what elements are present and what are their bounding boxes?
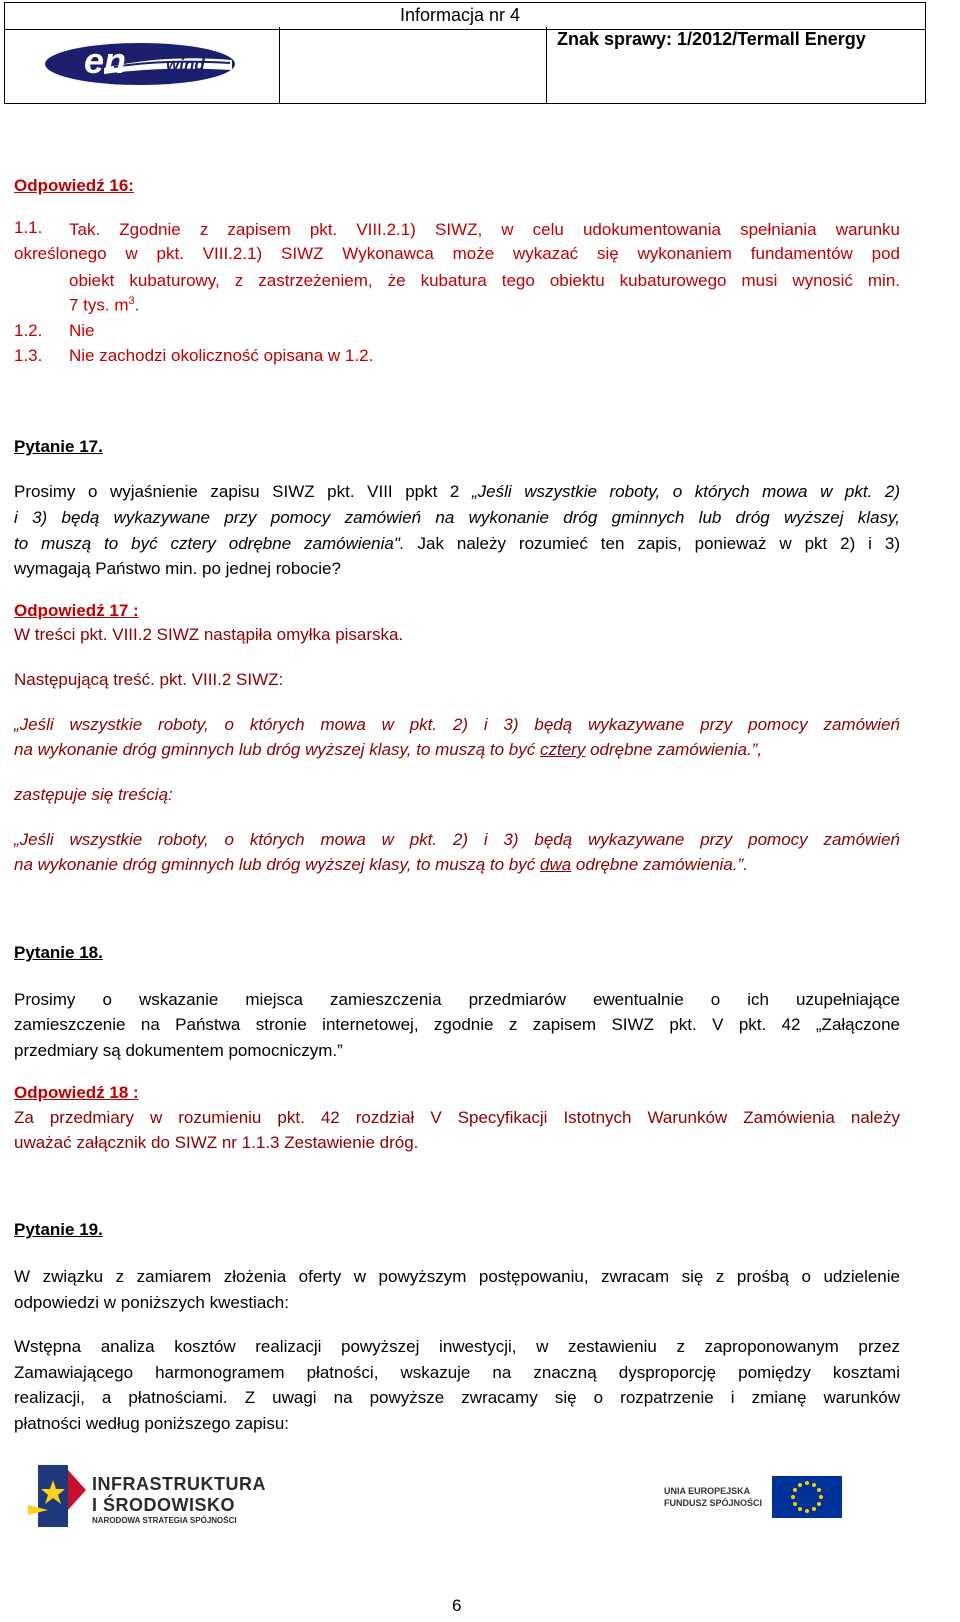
answer-16-item-1-line: określonego w pkt. VIII.2.1) SIWZ Wykonawca może wykazać się wykonaniem fundamentów pod [14,244,900,263]
svg-text:en: en [84,40,127,81]
answer-17-quote: „Jeśli wszystkie roboty, o których mowa w pkt. 2) i 3) będą wykazywane przy pomocy zamówień [14,715,900,734]
eu-line-2: FUNDUSZ SPÓJNOŚCI [664,1498,763,1508]
nss-emblem-icon [28,1460,88,1532]
header-column-divider [546,27,547,103]
header-column-divider [279,27,280,103]
question-19-line: realizacji, a płatnościami. Z uwagi na powyższe zwracamy się o rozpatrzenie i zmianę warunków [14,1388,900,1407]
question-19-line: płatności według poniższego zapisu: [14,1414,290,1433]
answer-18-text: uważać załącznik do SIWZ nr 1.1.3 Zestawienie dróg. [14,1133,419,1152]
answer-17-text: Następującą treść. pkt. VIII.2 SIWZ: [14,670,284,689]
question-17-heading: Pytanie 17. [14,437,103,456]
question-18-line: zamieszczenie na Państwa stronie internetowej, zgodnie z zapisem SIWZ pkt. V pkt. 42 „Załączone [14,1015,900,1034]
is-line-1: INFRASTRUKTURA [92,1474,266,1494]
list-number: 1.1. [14,218,43,237]
answer-16-item-1-last-line: 7 tys. $m^3$. [69,295,140,315]
answer-17-quote: na wykonanie dróg gminnych lub dróg wyższej klasy, to muszą to być dwa odrębne zamówienia.”. [14,855,748,874]
question-18-line: przedmiary są dokumentem pomocniczym.” [14,1041,343,1060]
answer-17-text: zastępuje się treścią: [14,785,173,804]
answer-17-text: W treści pkt. VIII.2 SIWZ nastąpiła omyłka pisarska. [14,625,404,644]
is-line-3: NARODOWA STRATEGIA SPÓJNOŚCI [92,1516,237,1525]
question-19-line: odpowiedzi w poniższych kwestiach: [14,1293,289,1312]
question-19-line: Zamawiającego harmonogramem płatności, wskazuje na znaczną dysproporcję pomiędzy kosztami [14,1363,900,1382]
answer-17-quote: na wykonanie dróg gminnych lub dróg wyższej klasy, to muszą to być cztery odrębne zamówienia.”, [14,740,763,759]
question-19-line: Wstępna analiza kosztów realizacji powyższej inwestycji, w zestawieniu z zaproponowanym przez [14,1337,900,1356]
question-19-heading: Pytanie 19. [14,1220,103,1239]
eu-line-1: UNIA EUROPEJSKA [664,1486,751,1496]
svg-text:wind: wind [166,55,205,74]
question-17-line: i 3) będą wykazywane przy pomocy zamówień na wykonanie dróg gminnych lub dróg wyższej klasy, [14,508,900,527]
header-case-number: Znak sprawy: 1/2012/Termall Energy [557,29,866,49]
eu-fund-logo [664,1476,844,1518]
list-number: 1.2. [14,321,43,340]
answer-18-text: Za przedmiary w rozumieniu pkt. 42 rozdział V Specyfikacji Istotnych Warunków Zamówienia należy [14,1108,900,1127]
answer-16-item-1-line: Tak. Zgodnie z zapisem pkt. VIII.2.1) SIWZ, w celu udokumentowania spełniania warunku [69,220,900,239]
answer-16-item-1-line: obiekt kubaturowy, z zastrzeżeniem, że kubatura tego obiektu kubaturowego musi wynosić min. [69,271,900,290]
answer-16-heading: Odpowiedź 16: [14,176,134,195]
answer-18-heading: Odpowiedź 18 : [14,1083,139,1102]
eu-flag-icon [772,1476,842,1518]
answer-17-heading: Odpowiedź 17 : [14,601,139,620]
list-number: 1.3. [14,346,43,365]
question-19-line: W związku z zamiarem złożenia oferty w powyższym postępowaniu, zwracam się z prośbą o udzielenie [14,1267,900,1286]
question-17-line: wymagają Państwo min. po jednej robocie? [14,559,341,578]
answer-16-item-2: Nie [69,321,95,340]
infrastruktura-srodowisko-logo [28,1460,288,1532]
question-18-line: Prosimy o wskazanie miejsca zamieszczenia przedmiarów ewentualnie o ich uzupełniające [14,990,900,1009]
answer-16-item-3: Nie zachodzi okoliczność opisana w 1.2. [69,346,374,365]
question-18-heading: Pytanie 18. [14,943,103,962]
page-number: 6 [452,1596,462,1615]
answer-17-quote: „Jeśli wszystkie roboty, o których mowa w pkt. 2) i 3) będą wykazywane przy pomocy zamówień [14,830,900,849]
question-17-line: to muszą to być cztery odrębne zamówienia". Jak należy rozumieć ten zapis, ponieważ w pkt 2) i 3) [14,534,900,553]
header-info-number: Informacja nr 4 [400,5,521,25]
enwind-logo [44,40,236,88]
question-17-line: Prosimy o wyjaśnienie zapisu SIWZ pkt. VIII ppkt 2 „Jeśli wszystkie roboty, o których mowa w pkt. 2) [14,482,900,501]
is-line-2: I ŚRODOWISKO [92,1495,236,1515]
